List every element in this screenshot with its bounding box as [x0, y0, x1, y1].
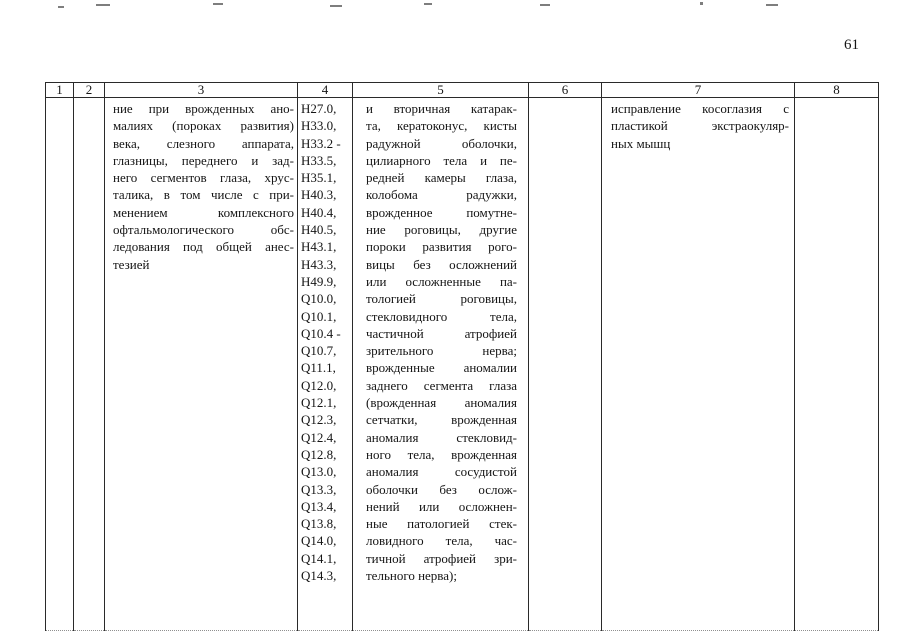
cell-col-3-diagnosis-text [105, 98, 298, 631]
text-line: врожденные аномалии [366, 360, 517, 376]
text-line: тичной атрофией зри- [366, 550, 517, 566]
text-line: H40.4, [301, 204, 337, 220]
text-line: ного тела, врожденная [366, 446, 517, 462]
header-col-5: 5 [353, 83, 529, 98]
text-line: вицы без осложнений [366, 256, 517, 272]
text-line: тезией [113, 256, 150, 272]
text-line: сетчатки, врожденная [366, 412, 517, 428]
text-line: зрительного нерва; [366, 343, 517, 359]
header-col-8: 8 [795, 83, 879, 98]
text-line: Q12.3, [301, 412, 337, 428]
text-line: тельного нерва); [366, 568, 457, 584]
cell-col-8 [795, 98, 879, 631]
text-line: H33.5, [301, 152, 337, 168]
text-line: H43.1, [301, 239, 337, 255]
text-line: H49.9, [301, 273, 337, 289]
text-line: ных мышц [611, 135, 671, 151]
text-line: или осложненные па- [366, 273, 517, 289]
scan-noise [330, 5, 342, 7]
text-line: H40.5, [301, 222, 337, 238]
text-line: ние при врожденных ано- [113, 101, 294, 116]
text-line: исправление косоглазия с [611, 101, 789, 116]
text-line: H43.3, [301, 256, 337, 272]
icd-code-list [298, 100, 352, 584]
cell-col-4-icd-codes [298, 98, 353, 631]
text-line: H33.2 - [301, 135, 341, 151]
text-line: Q10.4 - [301, 325, 341, 341]
text-line: Q14.0, [301, 533, 337, 549]
header-col-3: 3 [105, 83, 298, 98]
scan-noise [424, 3, 432, 5]
text-line: (врожденная аномалия [366, 395, 517, 411]
cell-col-1 [46, 98, 74, 631]
text-line: Q12.0, [301, 377, 337, 393]
cell-col-2 [74, 98, 105, 631]
medical-codes-table [45, 82, 879, 631]
text-line: Q12.1, [301, 395, 337, 411]
text-line: ние роговицы, другие [366, 222, 517, 238]
header-col-6: 6 [529, 83, 602, 98]
text-line: Q13.4, [301, 498, 337, 514]
text-line: глазницы, переднего и зад- [113, 152, 294, 168]
text-line: Q12.4, [301, 429, 337, 445]
cell-col-7-treatment-text [602, 98, 795, 631]
text-line: нений или осложнен- [366, 498, 517, 514]
text-line: него сегментов глаза, хрус- [113, 170, 294, 186]
text-line: H40.3, [301, 187, 337, 203]
text-line: оболочки без ослож- [366, 481, 517, 497]
text-line: H35.1, [301, 170, 337, 186]
table-body-row [46, 98, 879, 631]
cell-col-5-conditions-text [353, 98, 529, 631]
text-line: века, слезного аппарата, [113, 135, 294, 151]
text-line: ледования под общей анес- [113, 239, 294, 255]
conditions-description-text [353, 100, 528, 584]
text-line: Q10.1, [301, 308, 337, 324]
scan-noise [540, 4, 550, 6]
treatment-description-text [602, 100, 794, 152]
text-line: цилиарного тела и пе- [366, 152, 517, 168]
text-line: колобома радужки, [366, 187, 517, 203]
text-line: Q10.7, [301, 343, 337, 359]
text-line: аномалия стекловид- [366, 429, 517, 445]
text-line: Q13.3, [301, 481, 337, 497]
text-line: и вторичная катарак- [366, 101, 517, 116]
diagnosis-description-text [105, 100, 297, 273]
text-line: Q10.0, [301, 291, 337, 307]
text-line: Q14.3, [301, 568, 337, 584]
text-line: стекловидного тела, [366, 308, 517, 324]
text-line: менением комплексного [113, 204, 294, 220]
text-line: ные патологией стек- [366, 516, 517, 532]
text-line: малиях (пороках развития) [113, 118, 294, 134]
scan-noise [213, 3, 223, 5]
text-line: пороки развития рого- [366, 239, 517, 255]
text-line: частичной атрофией [366, 325, 517, 341]
text-line: радужной оболочки, [366, 135, 517, 151]
scan-noise [96, 4, 110, 6]
text-line: врожденное помутне- [366, 204, 517, 220]
header-col-4: 4 [298, 83, 353, 98]
scan-noise [58, 6, 64, 8]
text-line: тологией роговицы, [366, 291, 517, 307]
text-line: талика, в том числе с при- [113, 187, 294, 203]
table-header-row [46, 83, 879, 98]
text-line: Q11.1, [301, 360, 336, 376]
text-line: Q12.8, [301, 446, 337, 462]
text-line: H33.0, [301, 118, 337, 134]
header-col-7: 7 [602, 83, 795, 98]
text-line: офтальмологического обс- [113, 222, 294, 238]
scan-noise [766, 4, 778, 6]
text-line: H27.0, [301, 101, 337, 116]
header-col-2: 2 [74, 83, 105, 98]
text-line: пластикой экстраокуляр- [611, 118, 789, 134]
text-line: Q13.8, [301, 516, 337, 532]
text-line: Q13.0, [301, 464, 337, 480]
header-col-1: 1 [46, 83, 74, 98]
text-line: та, кератоконус, кисты [366, 118, 517, 134]
page-number: 61 [844, 37, 859, 53]
text-line: заднего сегмента глаза [366, 377, 517, 393]
text-line: редней камеры глаза, [366, 170, 517, 186]
text-line: ловидного тела, час- [366, 533, 517, 549]
text-line: аномалия сосудистой [366, 464, 517, 480]
text-line: Q14.1, [301, 550, 337, 566]
cell-col-6 [529, 98, 602, 631]
scan-noise [700, 2, 703, 5]
